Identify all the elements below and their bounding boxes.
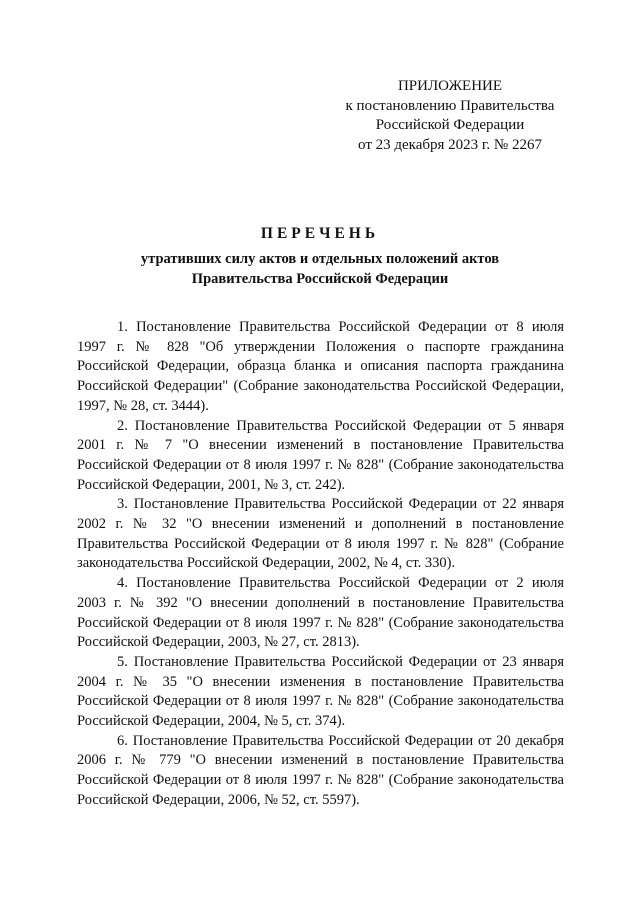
list-item: 5. Постановление Правительства Российской Федерации от 23 января 2004 г. № 35 "О внесении изменения в постановление Правительства Российской Федерации от 8 июля 1997 г. № 828" (Собрание законодательства Российской Федерации, 2004, № 5, ст. 374).	[77, 653, 564, 730]
subtitle-line-1: утративших силу актов и отдельных положений актов	[140, 251, 500, 267]
appendix-line-resolution: к постановлению Правительства	[345, 97, 555, 114]
list-item: 2. Постановление Правительства Российской Федерации от 5 января 2001 г. № 7 "О внесении изменений в постановление Правительства Российской Федерации от 8 июля 1997 г. № 828" (Собрание законодательства Российской Федерации, 2001, № 3, ст. 242).	[77, 417, 564, 493]
document-title: ПЕРЕЧЕНЬ	[260, 225, 380, 242]
appendix-line-date-number: от 23 декабря 2023 г. № 2267	[358, 136, 542, 153]
list-item: 1. Постановление Правительства Российской Федерации от 8 июля 1997 г. № 828 "Об утверждении Положения о паспорте гражданина Российской Федерации, образца бланка и описания паспорта гражданина Российской Федерации" (Собрание законодательства Российской Федерации, 1997, № 28, ст. 3444).	[77, 319, 564, 414]
appendix-title: ПРИЛОЖЕНИЕ	[397, 78, 503, 94]
list-item: 3. Постановление Правительства Российской Федерации от 22 января 2002 г. № 32 "О внесении изменений и дополнений в постановление Правительства Российской Федерации от 8 июля 1997 г. № 828" (Собрание законодательства Российской Федерации, 2002, № 4, ст. 330).	[77, 496, 564, 572]
appendix-line-government: Российской Федерации	[375, 117, 525, 133]
list-item: 4. Постановление Правительства Российской Федерации от 2 июля 2003 г. № 392 "О внесении дополнений в постановление Правительства Российской Федерации от 8 июля 1997 г. № 828" (Собрание законодательства Российской Федерации, 2003, № 27, ст. 2813).	[77, 575, 564, 651]
list-item: 6. Постановление Правительства Российской Федерации от 20 декабря 2006 г. № 779 "О внесении изменений в постановление Правительства Российской Федерации от 8 июля 1997 г. № 828" (Собрание законодательства Российской Федерации, 2006, № 52, ст. 5597).	[77, 732, 564, 808]
document-subtitle	[0, 250, 640, 289]
subtitle-line-2: Правительства Российской Федерации	[191, 270, 449, 287]
acts-list	[77, 318, 564, 811]
appendix-header	[330, 77, 570, 155]
